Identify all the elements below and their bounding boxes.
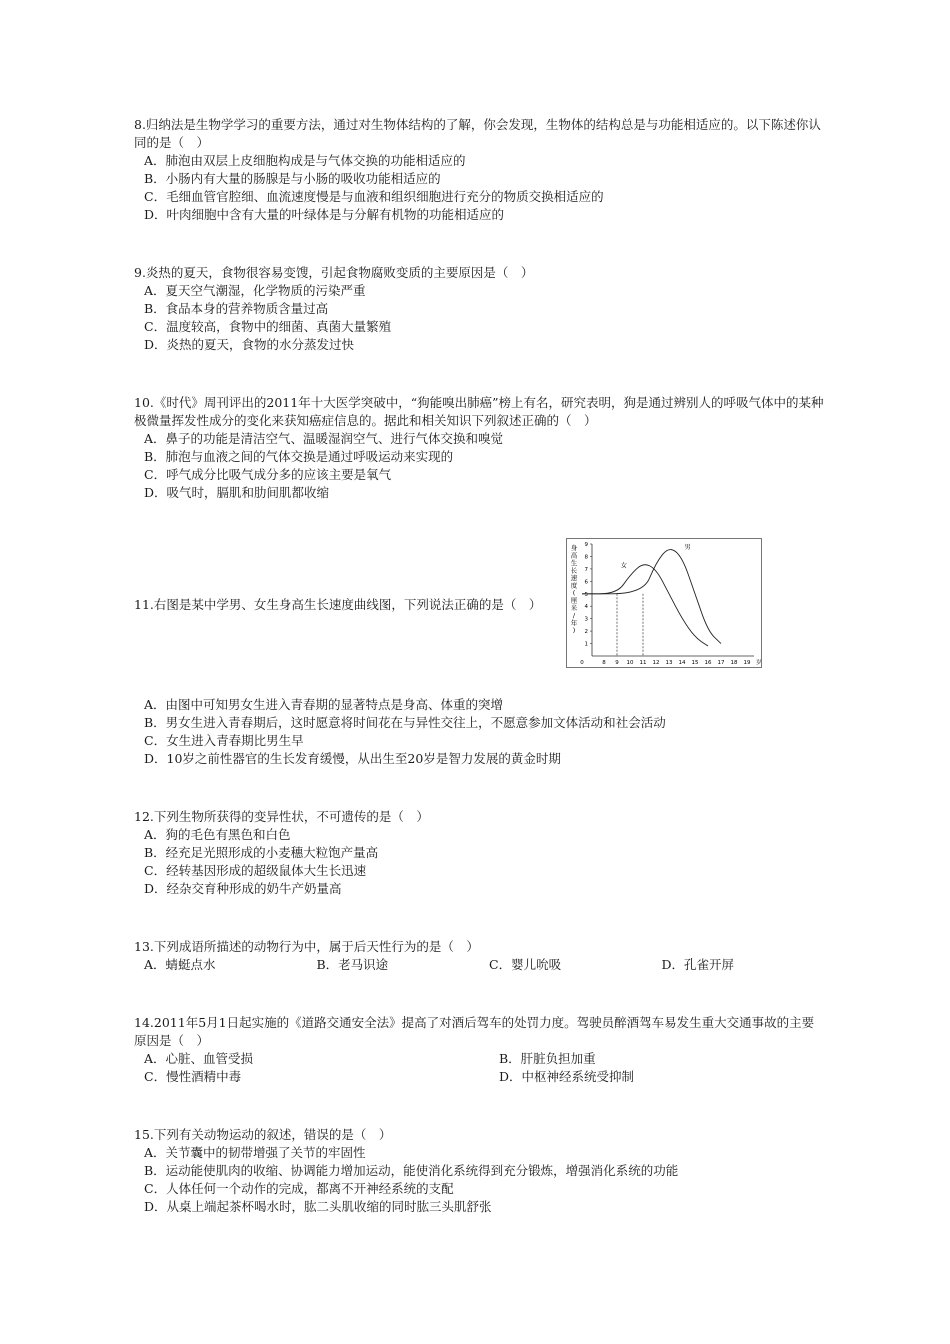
y-axis-label-char: 身: [570, 544, 578, 552]
option-d: D．炎热的夏天，食物的水分蒸发过快: [144, 337, 355, 352]
x-axis-unit: 岁: [756, 660, 762, 666]
question-stem: 12.下列生物所获得的变异性状，不可遗传的是（ ）: [134, 809, 429, 824]
option-b: B．男女生进入青春期后，这时愿意将时间花在与异性交往上，不愿意参加文体活动和社会活动: [144, 715, 666, 730]
y-axis-label-char: 米: [570, 604, 578, 612]
question-9: [134, 264, 824, 354]
question-13: [134, 938, 824, 974]
x-tick-label: 16: [704, 660, 712, 666]
y-axis-label-char: 年: [570, 619, 578, 627]
option-d: D．叶肉细胞中含有大量的叶绿体是与分解有机物的功能相适应的: [144, 207, 505, 222]
y-axis-label-char: 高: [570, 551, 578, 560]
y-axis-label-char: /: [572, 611, 576, 620]
y-tick-label: 3: [584, 616, 588, 623]
y-axis-label-char: 长: [570, 566, 578, 575]
growth-velocity-chart: [566, 538, 762, 668]
y-axis-label-char: 生: [570, 559, 578, 567]
option-a: A．夏天空气潮湿，化学物质的污染严重: [144, 283, 366, 298]
x-tick-label: 11: [639, 660, 647, 666]
options-row: [134, 956, 824, 974]
x-tick-label: 14: [678, 660, 686, 666]
y-tick-label: 5: [584, 591, 588, 598]
x-tick-label: 8: [602, 660, 606, 666]
y-tick-label: 8: [584, 554, 588, 561]
option-d: D．10岁之前性器官的生长发育缓慢，从出生至20岁是智力发展的黄金时期: [144, 751, 561, 766]
x-tick-label: 17: [717, 660, 725, 666]
question-8: [134, 116, 824, 224]
series-label: 女: [620, 562, 627, 570]
x-tick-label: 10: [626, 660, 634, 666]
option-a: A．狗的毛色有黑色和白色: [144, 827, 291, 842]
y-tick-label: 4: [584, 604, 588, 611]
x-tick-label: 19: [743, 660, 751, 666]
y-axis-label-char: 速: [570, 574, 578, 582]
option-a: A．由图中可知男女生进入青春期的显著特点是身高、体重的突增: [144, 697, 504, 712]
options-row: [134, 1068, 824, 1086]
option-b: B．食品本身的营养物质含量过高: [144, 301, 329, 316]
option-b: B．运动能使肌肉的收缩、协调能力增加运动，能使消化系统得到充分锻炼，增强消化系统的功能: [144, 1163, 679, 1178]
option-c: C．婴儿吮吸: [489, 957, 562, 972]
option-a: A．心脏、血管受损: [144, 1051, 254, 1066]
y-tick-label: 2: [584, 629, 588, 636]
option-c: C．慢性酒精中毒: [144, 1069, 242, 1084]
question-stem: 15.下列有关动物运动的叙述，错误的是（ ）: [134, 1127, 392, 1142]
question-stem: 14.2011年5月1日起实施的《道路交通安全法》提高了对酒后驾车的处罚力度。驾驶员醉酒驾车易发生重大交通事故的主要原因是（ ）: [134, 1015, 815, 1048]
question-11-options: [134, 696, 824, 768]
x-tick-label: 9: [615, 660, 619, 666]
option-c: C．女生进入青春期比男生早: [144, 733, 304, 748]
option-b: B．经充足光照形成的小麦穗大粒饱产量高: [144, 845, 379, 860]
option-d: D．孔雀开屏: [661, 957, 735, 972]
x-tick-label: 13: [665, 660, 673, 666]
option-c: C．温度较高，食物中的细菌、真菌大量繁殖: [144, 319, 392, 334]
y-axis-label-char: ): [572, 626, 576, 635]
y-axis-label-char: (: [572, 589, 576, 597]
y-axis-label-char: 度: [570, 581, 578, 590]
option-a: A．蜻蜓点水: [144, 957, 216, 972]
option-b: B．肝脏负担加重: [499, 1051, 596, 1066]
y-tick-label: 6: [584, 579, 588, 586]
option-d: D．从桌上端起茶杯喝水时，肱二头肌收缩的同时肱三头肌舒张: [144, 1199, 492, 1214]
y-axis-label-char: 厘: [570, 596, 578, 605]
option-a: A．肺泡由双层上皮细胞构成是与气体交换的功能相适应的: [144, 153, 466, 168]
series-label: 男: [684, 543, 691, 551]
question-12: [134, 808, 824, 898]
question-15: [134, 1126, 824, 1216]
option-a: A．关节囊中的韧带增强了关节的牢固性: [144, 1145, 366, 1160]
option-c: C．经转基因形成的超级鼠体大生长迅速: [144, 863, 367, 878]
chart-frame: [567, 539, 762, 668]
question-stem: 11.右图是某中学男、女生身高生长速度曲线图，下列说法正确的是（ ）: [134, 597, 542, 612]
question-10: [134, 394, 824, 502]
option-b: B．小肠内有大量的肠腺是与小肠的吸收功能相适应的: [144, 171, 441, 186]
x-tick-label: 12: [652, 660, 660, 666]
x-tick-label: 0: [580, 660, 584, 666]
question-11: [134, 596, 564, 614]
y-tick-label: 9: [584, 542, 588, 548]
option-b: B．老马识途: [316, 957, 389, 972]
option-c: C．毛细血管官腔细、血流速度慢是与血液和组织细胞进行充分的物质交换相适应的: [144, 189, 604, 204]
x-tick-label: 15: [691, 660, 699, 666]
options-row: [134, 1050, 824, 1068]
option-c: C．呼气成分比吸气成分多的应该主要是氧气: [144, 467, 392, 482]
option-c: C．人体任何一个动作的完成，都离不开神经系统的支配: [144, 1181, 454, 1196]
option-b: B．肺泡与血液之间的气体交换是通过呼吸运动来实现的: [144, 449, 454, 464]
question-stem: 8.归纳法是生物学学习的重要方法，通过对生物体结构的了解，你会发现，生物体的结构总是与功能相适应的。以下陈述你认同的是（ ）: [134, 117, 821, 150]
option-d: D．吸气时，膈肌和肋间肌都收缩: [144, 485, 330, 500]
question-stem: 10.《时代》周刊评出的2011年十大医学突破中，“狗能嗅出肺癌”榜上有名，研究表明，狗是通过辨别人的呼吸气体中的某种极微量挥发性成分的变化来获知癌症信息的。据此和相关知识下列叙述正确的（ ）: [134, 395, 824, 428]
option-d: D．中枢神经系统受抑制: [499, 1069, 635, 1084]
x-tick-label: 18: [730, 660, 738, 666]
question-stem: 9.炎热的夏天，食物很容易变馊，引起食物腐败变质的主要原因是（ ）: [134, 265, 534, 280]
question-stem: 13.下列成语所描述的动物行为中，属于后天性行为的是（ ）: [134, 939, 479, 954]
option-a: A．鼻子的功能是清洁空气、温暖湿润空气、进行气体交换和嗅觉: [144, 431, 504, 446]
question-14: [134, 1014, 824, 1086]
option-d: D．经杂交育种形成的奶牛产奶量高: [144, 881, 342, 896]
y-tick-label: 1: [584, 641, 588, 648]
y-tick-label: 7: [584, 566, 588, 573]
